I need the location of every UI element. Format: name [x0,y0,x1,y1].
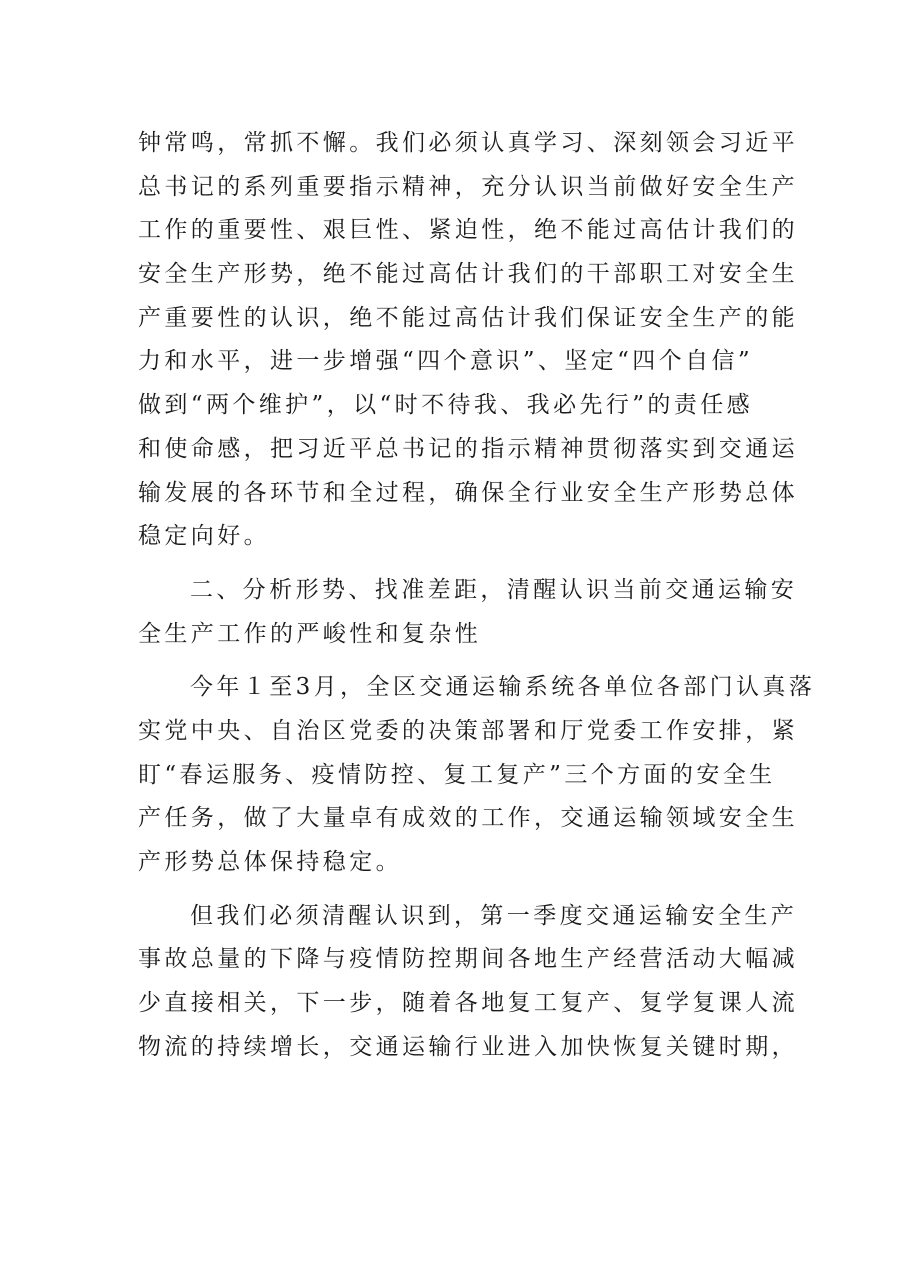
section-heading [138,569,798,656]
paragraph [138,895,798,1070]
text-line: 产重要性的认识，绝不能过高估计我们保证安全生产的能 [138,304,798,331]
text-line: 盯“春运服务、疫情防控、复工复产”三个方面的安全生 [138,761,776,788]
text-line: 输发展的各环节和全过程，确保全行业安全生产形势总体 [138,479,798,506]
text-line: 工作的重要性、艰巨性、紧迫性，绝不能过高估计我们的 [138,217,798,244]
text-line: 物流的持续增长，交通运输行业进入加快恢复关键时期， [138,1033,798,1060]
text-line: 安全生产形势，绝不能过高估计我们的干部职工对安全生 [138,261,798,288]
text-line: 做到“两个维护”，以“时不待我、我必先行”的责任感 [138,392,754,419]
text-line: 全生产工作的严峻性和复杂性 [138,620,482,647]
text-line: 少直接相关，下一步，随着各地复工复产、复学复课人流 [138,990,798,1017]
text-line: 今年１至3月，全区交通运输系统各单位各部门认真落 [190,674,816,701]
text-line: 事故总量的下降与疫情防控期间各地生产经营活动大幅减 [138,946,798,973]
text-line: 但我们必须清醒认识到，第一季度交通运输安全生产 [190,902,798,929]
text-line: 产形势总体保持稳定。 [138,849,402,875]
text-line: 实党中央、自治区党委的决策部署和厅党委工作安排，紧 [138,717,798,744]
text-line: 稳定向好。 [138,523,270,550]
paragraph [138,666,816,884]
text-line: 钟常鸣，常抓不懈。我们必须认真学习、深刻领会习近平 [138,130,798,156]
paragraph-continuation [138,122,798,559]
document-body [138,122,816,1069]
text-line: 二、分析形势、找准差距，清醒认识当前交通运输安 [190,576,798,603]
text-line: 和使命感，把习近平总书记的指示精神贯彻落实到交通运 [138,435,798,462]
text-line: 产任务，做了大量卓有成效的工作，交通运输领域安全生 [138,805,798,832]
text-line: 力和水平，进一步增强“四个意识”、坚定“四个自信” [138,348,754,375]
text-line: 总书记的系列重要指示精神，充分认识当前做好安全生产 [138,173,798,200]
